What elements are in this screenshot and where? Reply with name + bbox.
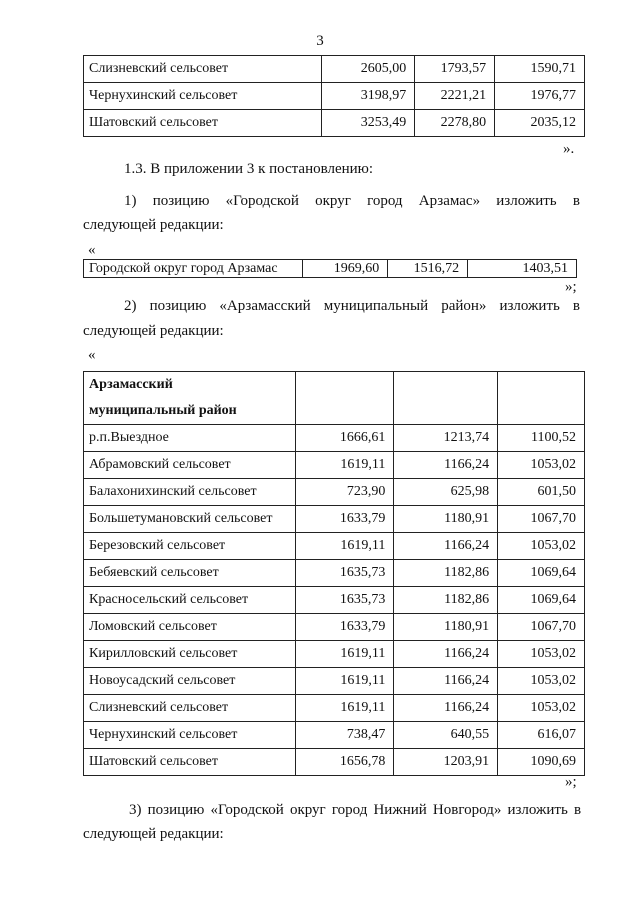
table-row [84,452,585,479]
table-row [84,506,585,533]
table-row [84,587,585,614]
value-cell: 1053,02 [498,533,585,560]
table-row [84,695,585,722]
section-heading: 1.3. В приложении 3 к постановлению: [124,161,374,177]
word: 2) [124,298,137,314]
row-name: Ломовский сельсовет [84,614,296,641]
row-name: Новоусадский сельсовет [84,668,296,695]
word: «Городской [225,193,299,209]
table-row [84,533,585,560]
value-cell: 616,07 [498,722,585,749]
page-number: 3 [316,33,324,49]
header-empty-cell [498,372,585,425]
open-quote: « [88,242,96,258]
table-row [84,722,585,749]
value-cell: 1166,24 [394,452,498,479]
value-cell: 1067,70 [498,614,585,641]
item3-continuation: следующей редакции: [83,826,224,842]
word: 1) [124,193,137,209]
table-row [84,749,585,776]
table-header-row [84,372,585,425]
value-cell: 1666,61 [295,425,394,452]
district-table [83,371,585,776]
value-cell: 1793,57 [415,56,495,83]
value-cell: 1166,24 [394,695,498,722]
row-name: Слизневский сельсовет [84,56,322,83]
item3-paragraph [129,802,581,819]
value-cell: 1166,24 [394,668,498,695]
header-empty-cell [394,372,498,425]
value-cell: 1067,70 [498,506,585,533]
word: изложить [499,298,560,314]
table-row [84,425,585,452]
value-cell: 1619,11 [295,695,394,722]
value-cell: 1069,64 [498,560,585,587]
close-quote: ». [563,141,575,157]
header-line: Арзамасский [89,377,173,392]
item1-paragraph [124,193,580,210]
word: позицию [152,193,210,209]
header-empty-cell [295,372,394,425]
table-row [84,614,585,641]
value-cell: 723,90 [295,479,394,506]
value-cell: 1053,02 [498,695,585,722]
word: «Арзамасский [219,298,311,314]
value-cell: 1100,52 [498,425,585,452]
value-cell: 1053,02 [498,668,585,695]
item2-continuation: следующей редакции: [83,323,224,339]
table-row [84,260,577,278]
word: изложить [496,193,557,209]
table-row [84,83,585,110]
row-name: Кирилловский сельсовет [84,641,296,668]
row-name: Слизневский сельсовет [84,695,296,722]
open-quote: « [88,347,96,363]
value-cell: 2605,00 [322,56,415,83]
row-name: Большетумановский сельсовет [84,506,296,533]
value-cell: 1053,02 [498,452,585,479]
row-name: Березовский сельсовет [84,533,296,560]
value-cell: 1619,11 [295,668,394,695]
table-row [84,668,585,695]
value-cell: 1090,69 [498,749,585,776]
value-cell: 1976,77 [495,83,585,110]
row-name: Балахонихинский сельсовет [84,479,296,506]
value-cell: 1969,60 [303,260,388,278]
paragraph-text: 3) позицию «Городской округ город Нижний Новгород» изложить в [129,802,582,818]
word: Арзамас» [418,193,481,209]
top-table [83,55,585,137]
value-cell: 1180,91 [394,506,498,533]
row-name: Шатовский сельсовет [84,110,322,137]
value-cell: 2278,80 [415,110,495,137]
word: муниципальный [323,298,429,314]
value-cell: 1635,73 [295,560,394,587]
value-cell: 1203,91 [394,749,498,776]
value-cell: 1069,64 [498,587,585,614]
value-cell: 3198,97 [322,83,415,110]
value-cell: 1633,79 [295,614,394,641]
value-cell: 1619,11 [295,533,394,560]
value-cell: 1166,24 [394,533,498,560]
value-cell: 1180,91 [394,614,498,641]
value-cell: 1656,78 [295,749,394,776]
value-cell: 2035,12 [495,110,585,137]
word: район» [441,298,487,314]
value-cell: 2221,21 [415,83,495,110]
row-name: Чернухинский сельсовет [84,83,322,110]
header-line: муниципальный район [89,403,237,418]
value-cell: 625,98 [394,479,498,506]
table-row [84,479,585,506]
word: в [572,193,580,209]
close-quote: »; [565,774,577,790]
value-cell: 1213,74 [394,425,498,452]
value-cell: 1635,73 [295,587,394,614]
row-name: Городской округ город Арзамас [84,260,303,278]
row-name: Бебяевский сельсовет [84,560,296,587]
value-cell: 3253,49 [322,110,415,137]
value-cell: 601,50 [498,479,585,506]
item1-continuation: следующей редакции: [83,217,224,233]
value-cell: 1053,02 [498,641,585,668]
arzamas-table [83,259,577,278]
word: город [367,193,403,209]
value-cell: 1619,11 [295,452,394,479]
value-cell: 1590,71 [495,56,585,83]
value-cell: 1182,86 [394,560,498,587]
word: в [572,298,580,314]
row-name: Шатовский сельсовет [84,749,296,776]
word: округ [315,193,351,209]
value-cell: 738,47 [295,722,394,749]
district-header [84,372,296,425]
word: позицию [149,298,207,314]
value-cell: 1633,79 [295,506,394,533]
table-row [84,560,585,587]
value-cell: 1182,86 [394,587,498,614]
value-cell: 1166,24 [394,641,498,668]
value-cell: 1619,11 [295,641,394,668]
row-name: Красносельский сельсовет [84,587,296,614]
row-name: р.п.Выездное [84,425,296,452]
value-cell: 640,55 [394,722,498,749]
table-row [84,110,585,137]
close-quote: »; [565,279,577,295]
table-row [84,56,585,83]
value-cell: 1516,72 [388,260,468,278]
value-cell: 1403,51 [468,260,577,278]
row-name: Абрамовский сельсовет [84,452,296,479]
row-name: Чернухинский сельсовет [84,722,296,749]
item2-paragraph [124,298,580,315]
table-row [84,641,585,668]
